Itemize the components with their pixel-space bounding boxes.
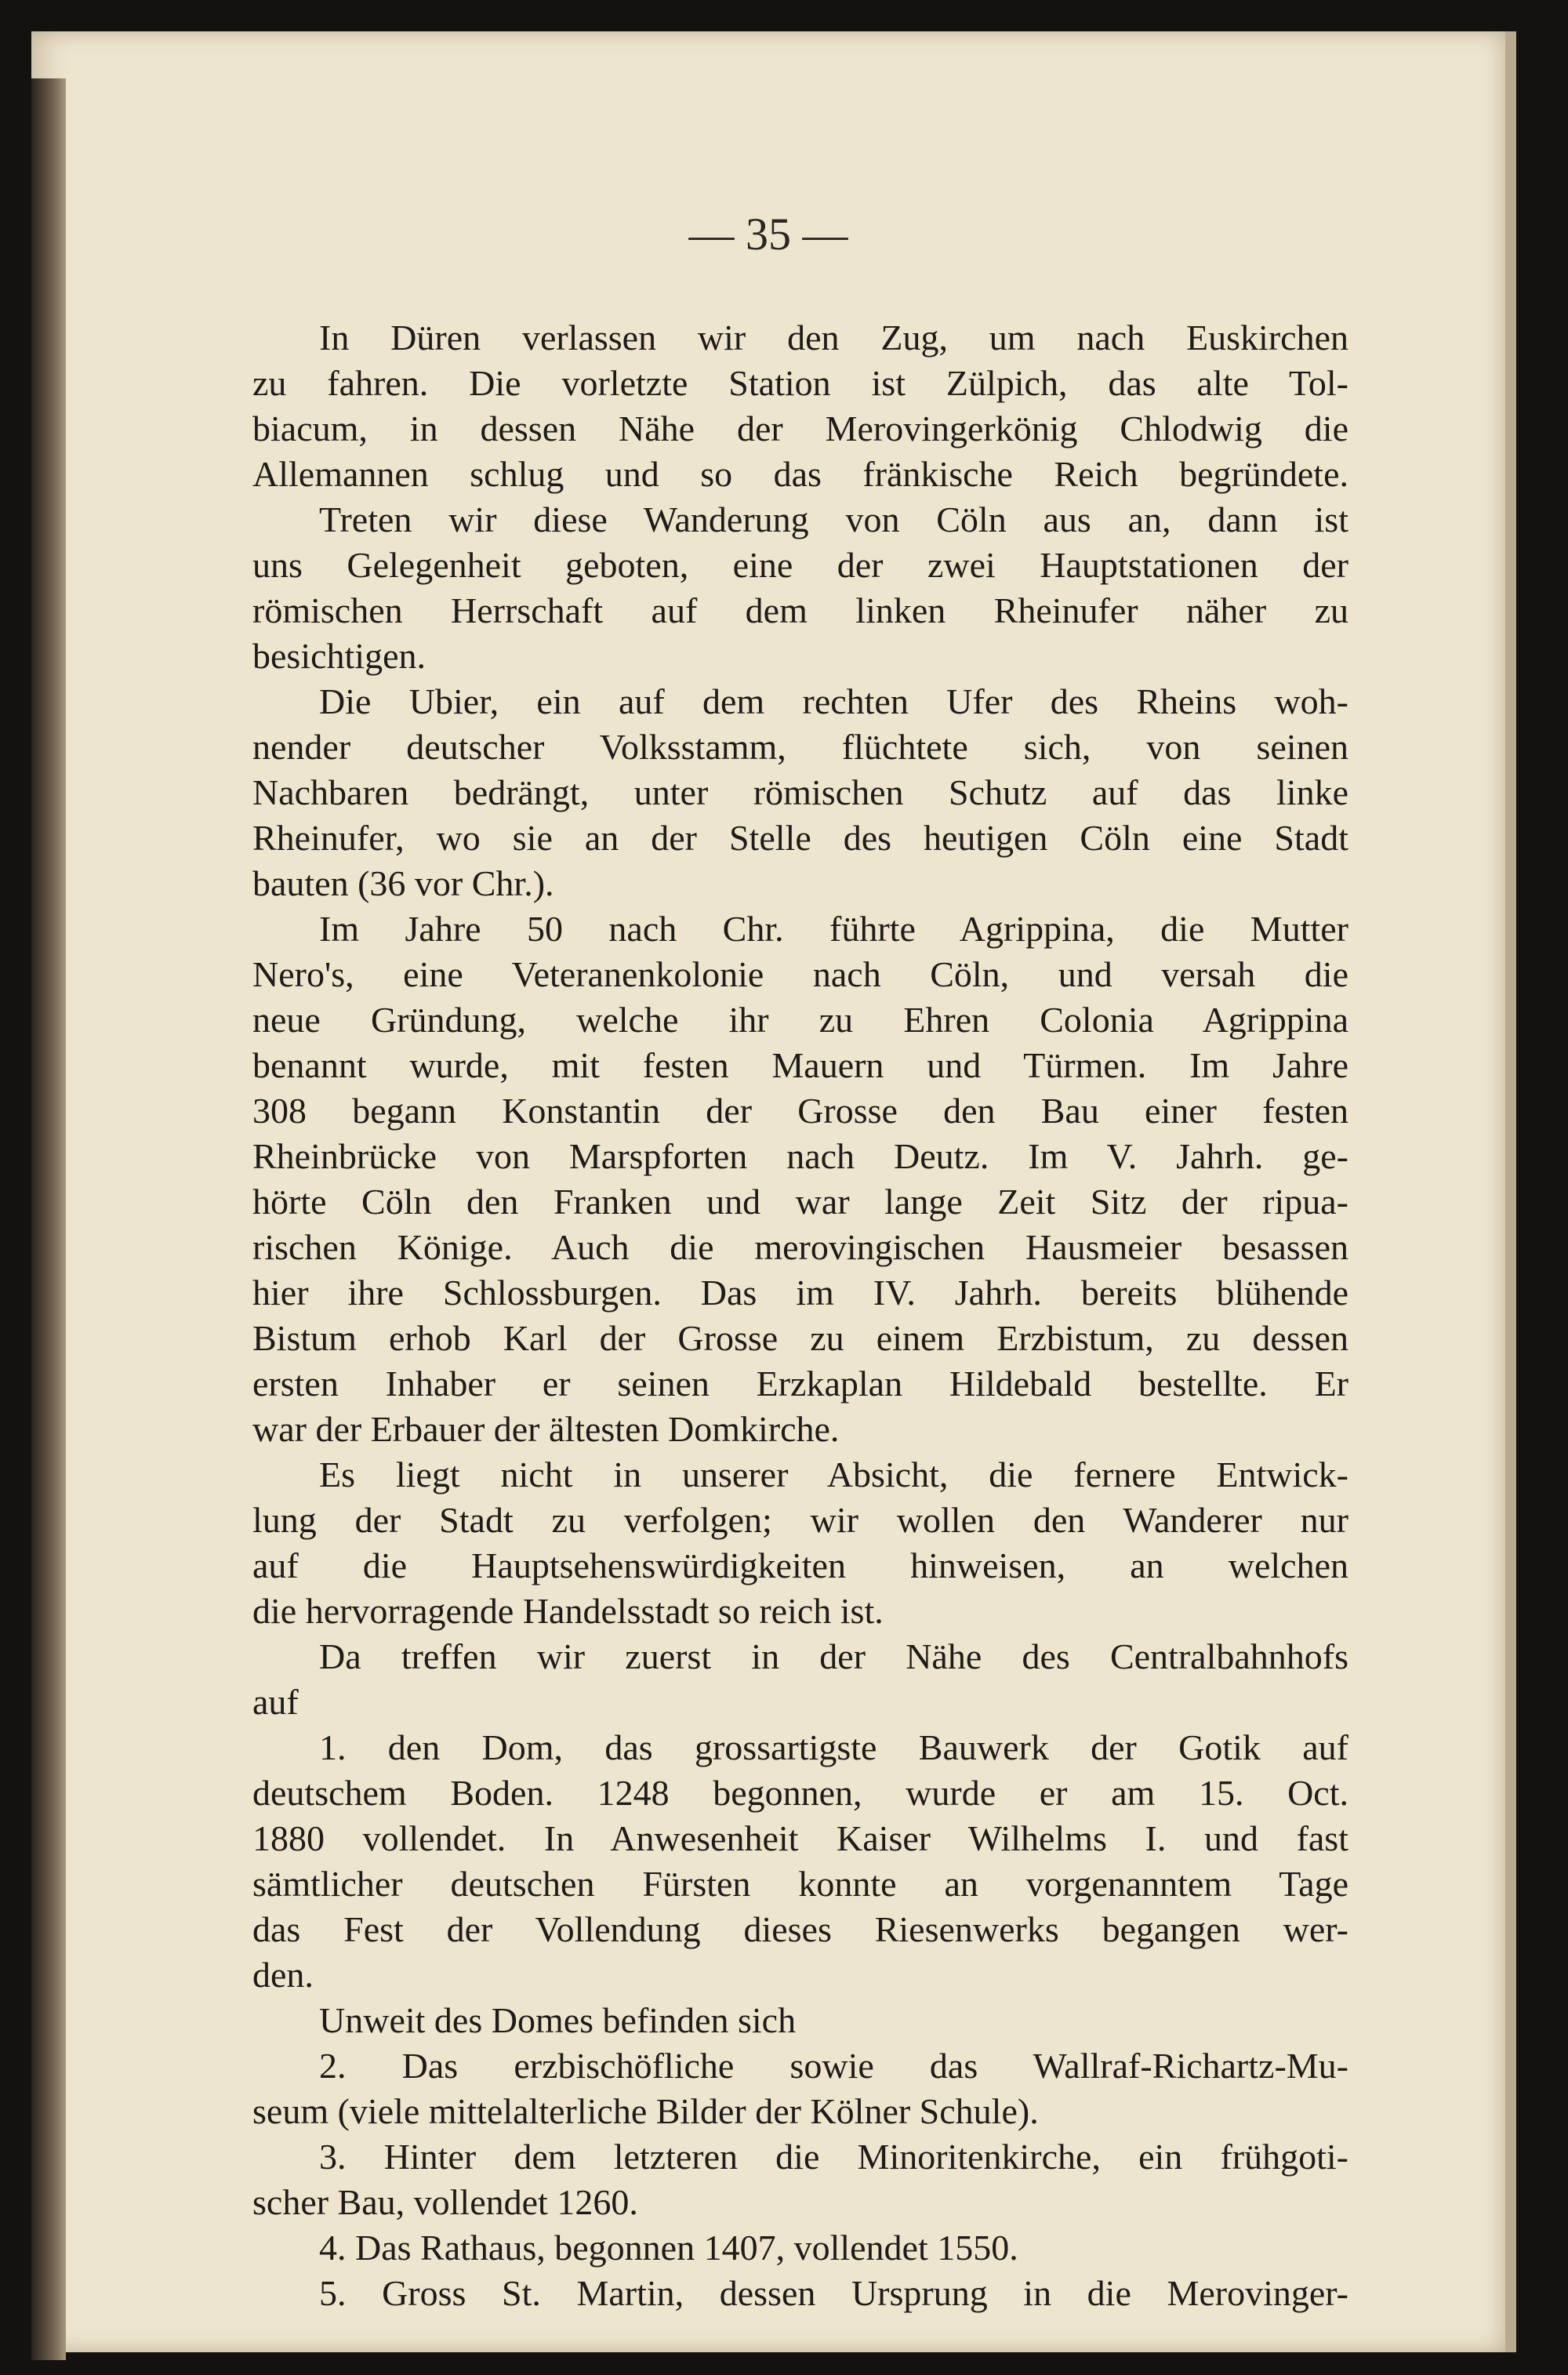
- text-line: Es liegt nicht in unserer Absicht, die fernere Entwick-: [319, 1454, 1348, 1494]
- text-line: hier ihre Schlossburgen. Das im IV. Jahrh. bereits blühende: [252, 1273, 1348, 1313]
- text-line: 4. Das Rathaus, begonnen 1407, vollendet 1550.: [319, 2228, 1018, 2268]
- text-line: Allemannen schlug und so das fränkische Reich begründete.: [252, 454, 1348, 494]
- text-line: In Düren verlassen wir den Zug, um nach Euskirchen: [319, 318, 1348, 358]
- text-line: Rheinufer, wo sie an der Stelle des heutigen Cöln eine Stadt: [252, 818, 1348, 858]
- text-line: römischen Herrschaft auf dem linken Rheinufer näher zu: [252, 590, 1348, 630]
- text-line: hörte Cöln den Franken und war lange Zeit Sitz der ripua-: [252, 1182, 1348, 1222]
- body-text: [252, 315, 1348, 2316]
- text-line: 2. Das erzbischöfliche sowie das Wallraf-Richartz-Mu-: [319, 2046, 1348, 2086]
- text-line: Unweit des Domes befinden sich: [319, 2000, 797, 2040]
- text-line: 1880 vollendet. In Anwesenheit Kaiser Wilhelms I. und fast: [252, 1818, 1348, 1858]
- text-line: 5. Gross St. Martin, dessen Ursprung in die Merovinger-: [319, 2273, 1348, 2313]
- text-line: sämtlicher deutschen Fürsten konnte an vorgenanntem Tage: [252, 1864, 1348, 1904]
- text-line: Die Ubier, ein auf dem rechten Ufer des Rheins woh-: [319, 681, 1348, 721]
- text-line: seum (viele mittelalterliche Bilder der Kölner Schule).: [252, 2091, 1039, 2131]
- text-line: benannt wurde, mit festen Mauern und Türmen. Im Jahre: [252, 1045, 1348, 1085]
- text-line: die hervorragende Handelsstadt so reich ist.: [252, 1591, 884, 1631]
- book-binding: [31, 78, 66, 2360]
- text-line: Da treffen wir zuerst in der Nähe des Centralbahnhofs: [319, 1636, 1348, 1676]
- text-line: lung der Stadt zu verfolgen; wir wollen den Wanderer nur: [252, 1500, 1348, 1540]
- text-line: 308 begann Konstantin der Grosse den Bau einer festen: [252, 1091, 1348, 1131]
- text-line: rischen Könige. Auch die merovingischen Hausmeier besassen: [252, 1227, 1348, 1267]
- text-line: neue Gründung, welche ihr zu Ehren Colonia Agrippina: [252, 1000, 1348, 1040]
- text-line: 1. den Dom, das grossartigste Bauwerk der Gotik auf: [319, 1727, 1348, 1767]
- text-line: bauten (36 vor Chr.).: [252, 863, 554, 903]
- text-line: war der Erbauer der ältesten Domkirche.: [252, 1409, 840, 1449]
- text-line: den.: [252, 1955, 314, 1995]
- text-line: biacum, in dessen Nähe der Merovingerkönig Chlodwig die: [252, 409, 1348, 448]
- text-line: scher Bau, vollendet 1260.: [252, 2182, 638, 2222]
- text-line: Bistum erhob Karl der Grosse zu einem Erzbistum, zu dessen: [252, 1318, 1348, 1358]
- text-line: nender deutscher Volksstamm, flüchtete sich, von seinen: [252, 727, 1348, 767]
- text-line: besichtigen.: [252, 636, 426, 676]
- text-line: Nero's, eine Veteranenkolonie nach Cöln, und versah die: [252, 954, 1348, 994]
- text-line: Im Jahre 50 nach Chr. führte Agrippina, die Mutter: [319, 909, 1348, 949]
- text-line: ersten Inhaber er seinen Erzkaplan Hildebald bestellte. Er: [252, 1364, 1348, 1404]
- book-page: [31, 31, 1516, 2352]
- text-line: zu fahren. Die vorletzte Station ist Zülpich, das alte Tol-: [252, 363, 1348, 403]
- text-line: auf die Hauptsehenswürdigkeiten hinweisen, an welchen: [252, 1545, 1348, 1585]
- text-line: Treten wir diese Wanderung von Cöln aus an, dann ist: [319, 499, 1348, 539]
- text-line: auf: [252, 1682, 299, 1722]
- page-number: — 35 —: [688, 209, 848, 260]
- text-line: Nachbaren bedrängt, unter römischen Schutz auf das linke: [252, 772, 1348, 812]
- text-line: das Fest der Vollendung dieses Riesenwerks begangen wer-: [252, 1909, 1348, 1949]
- text-line: Rheinbrücke von Marspforten nach Deutz. Im V. Jahrh. ge-: [252, 1136, 1348, 1176]
- text-line: 3. Hinter dem letzteren die Minoritenkirche, ein frühgoti-: [319, 2137, 1348, 2177]
- text-line: deutschem Boden. 1248 begonnen, wurde er am 15. Oct.: [252, 1773, 1348, 1813]
- text-line: uns Gelegenheit geboten, eine der zwei Hauptstationen der: [252, 545, 1348, 585]
